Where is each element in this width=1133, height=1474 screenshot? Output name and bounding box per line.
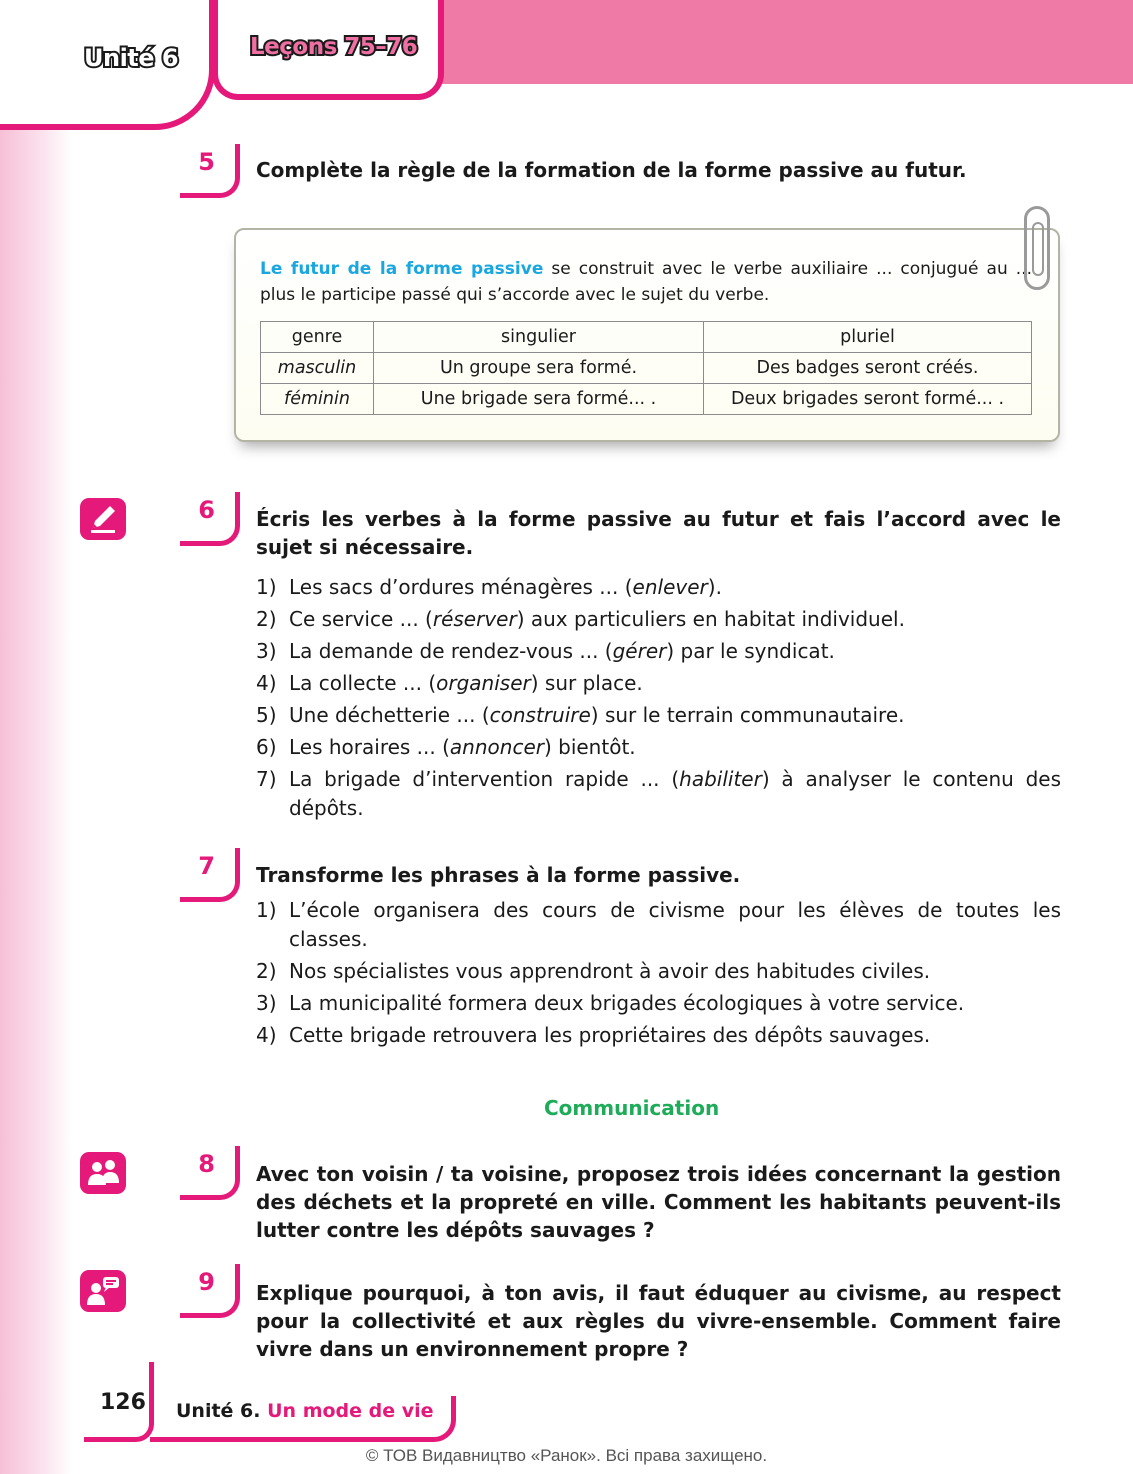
speech-icon [80, 1270, 126, 1312]
exercise-list [256, 896, 1061, 1053]
item-text: Les horaires ... ( [289, 735, 450, 759]
list-item [256, 1021, 1061, 1050]
item-verb: annoncer [449, 735, 544, 759]
table-cell: Un groupe sera formé. [374, 353, 704, 384]
item-number: 2) [256, 607, 277, 631]
item-text: Ce service ... ( [289, 607, 433, 631]
item-number: 4) [256, 671, 277, 695]
list-item [256, 605, 1061, 634]
header-band [420, 0, 1133, 84]
item-number: 6) [256, 735, 277, 759]
item-text: La brigade d’intervention rapide ... ( [289, 767, 680, 791]
exercise-number: 8 [180, 1146, 240, 1200]
item-number: 1) [256, 575, 277, 599]
pair-work-icon [80, 1152, 126, 1194]
item-verb: gérer [612, 639, 667, 663]
table-header: pluriel [704, 322, 1032, 353]
item-text: ). [707, 575, 722, 599]
item-text: Nos spécialistes vous apprendront à avoir des habitudes civiles. [289, 958, 931, 983]
item-text: ) bientôt. [543, 735, 636, 759]
item-number: 1) [256, 898, 277, 922]
rule-table [260, 321, 1032, 415]
paperclip-inner [1032, 222, 1044, 276]
unit-label: Unité 6 [84, 44, 179, 72]
rule-highlight: Le futur de la forme passive [260, 259, 544, 279]
exercise-title: Avec ton voisin / ta voisine, proposez trois idées concernant la gestion des déchets et la propreté en ville. Comment les habitants peuvent-ils lutter contre les dépôts sauvages ? [256, 1162, 1061, 1242]
copyright: © ТОВ Видавництво «Ранок». Всі права захищено. [365, 1446, 768, 1465]
exercise-title: Complète la règle de la formation de la forme passive au futur. [256, 158, 967, 182]
item-verb: habiliter [679, 767, 762, 791]
item-text: L’école organisera des cours de civisme pour les élèves de toutes les classes. [289, 898, 1061, 951]
item-text: Les sacs d’ordures ménagères ... ( [289, 575, 633, 599]
exercise-number: 9 [180, 1264, 240, 1318]
item-text: ) par le syndicat. [666, 639, 835, 663]
item-verb: organiser [436, 671, 531, 695]
item-verb: construire [489, 703, 591, 727]
item-text: Une déchetterie ... ( [289, 703, 490, 727]
pencil-icon [80, 498, 126, 540]
item-text: ) sur le terrain communautaire. [590, 703, 905, 727]
item-number: 2) [256, 958, 277, 983]
item-number: 5) [256, 703, 277, 727]
list-item [256, 573, 1061, 602]
list-item [256, 896, 1061, 953]
table-cell: masculin [261, 353, 374, 384]
item-verb: réserver [432, 607, 517, 631]
table-cell: Une brigade sera formé... . [374, 384, 704, 415]
list-item [256, 765, 1061, 822]
item-text: La municipalité formera deux brigades écologiques à votre service. [289, 990, 965, 1015]
exercise-number: 6 [180, 492, 240, 546]
footer-unit-prefix: Unité 6. [176, 1400, 261, 1422]
list-item [256, 637, 1061, 666]
rule-box [234, 228, 1060, 442]
item-number: 3) [256, 990, 277, 1015]
table-header: genre [261, 322, 374, 353]
exercise-title: Transforme les phrases à la forme passive. [256, 863, 741, 887]
footer-unit-subtitle: Un mode de vie [267, 1400, 434, 1422]
item-number: 7) [256, 767, 277, 791]
rule-body: se construit avec le verbe auxiliaire ... conjugué au ... plus le participe passé qui s’accorde avec le sujet du verbe. [260, 259, 1032, 305]
item-number: 3) [256, 639, 277, 663]
exercise-list [256, 573, 1061, 826]
item-text: Cette brigade retrouvera les propriétaires des dépôts sauvages. [289, 1022, 931, 1047]
item-text: ) sur place. [530, 671, 643, 695]
item-text: La demande de rendez-vous ... ( [289, 639, 613, 663]
list-item [256, 669, 1061, 698]
list-item [256, 957, 1061, 986]
left-decor-band [0, 0, 72, 1474]
exercise-number: 7 [180, 848, 240, 902]
list-item [256, 733, 1061, 762]
table-row [261, 384, 1032, 415]
page-number: 126 [100, 1390, 146, 1415]
exercise-number: 5 [180, 144, 240, 198]
table-row [261, 353, 1032, 384]
table-cell: Des badges seront créés. [704, 353, 1032, 384]
table-cell: féminin [261, 384, 374, 415]
item-number: 4) [256, 1022, 277, 1047]
table-cell: Deux brigades seront formé... . [704, 384, 1032, 415]
rule-text [260, 256, 1032, 308]
list-item [256, 989, 1061, 1018]
exercise-title: Écris les verbes à la forme passive au futur et fais l’accord avec le sujet si nécessaire. [256, 507, 1061, 559]
table-header-row [261, 322, 1032, 353]
section-title: Communication [544, 1096, 720, 1120]
item-text: ) à analyser le contenu des dépôts. [289, 767, 1062, 820]
lessons-label: Leçons 75–76 [250, 34, 418, 60]
table-header: singulier [374, 322, 704, 353]
list-item [256, 701, 1061, 730]
item-text: ) aux particuliers en habitat individuel. [516, 607, 905, 631]
exercise-title: Explique pourquoi, à ton avis, il faut éduquer au civisme, au respect pour la collectivité et aux règles du vivre-ensemble. Comment faire vivre dans un environnement propre ? [256, 1281, 1061, 1361]
item-text: La collecte ... ( [289, 671, 437, 695]
footer-unit-title [176, 1400, 434, 1422]
item-verb: enlever [632, 575, 708, 599]
